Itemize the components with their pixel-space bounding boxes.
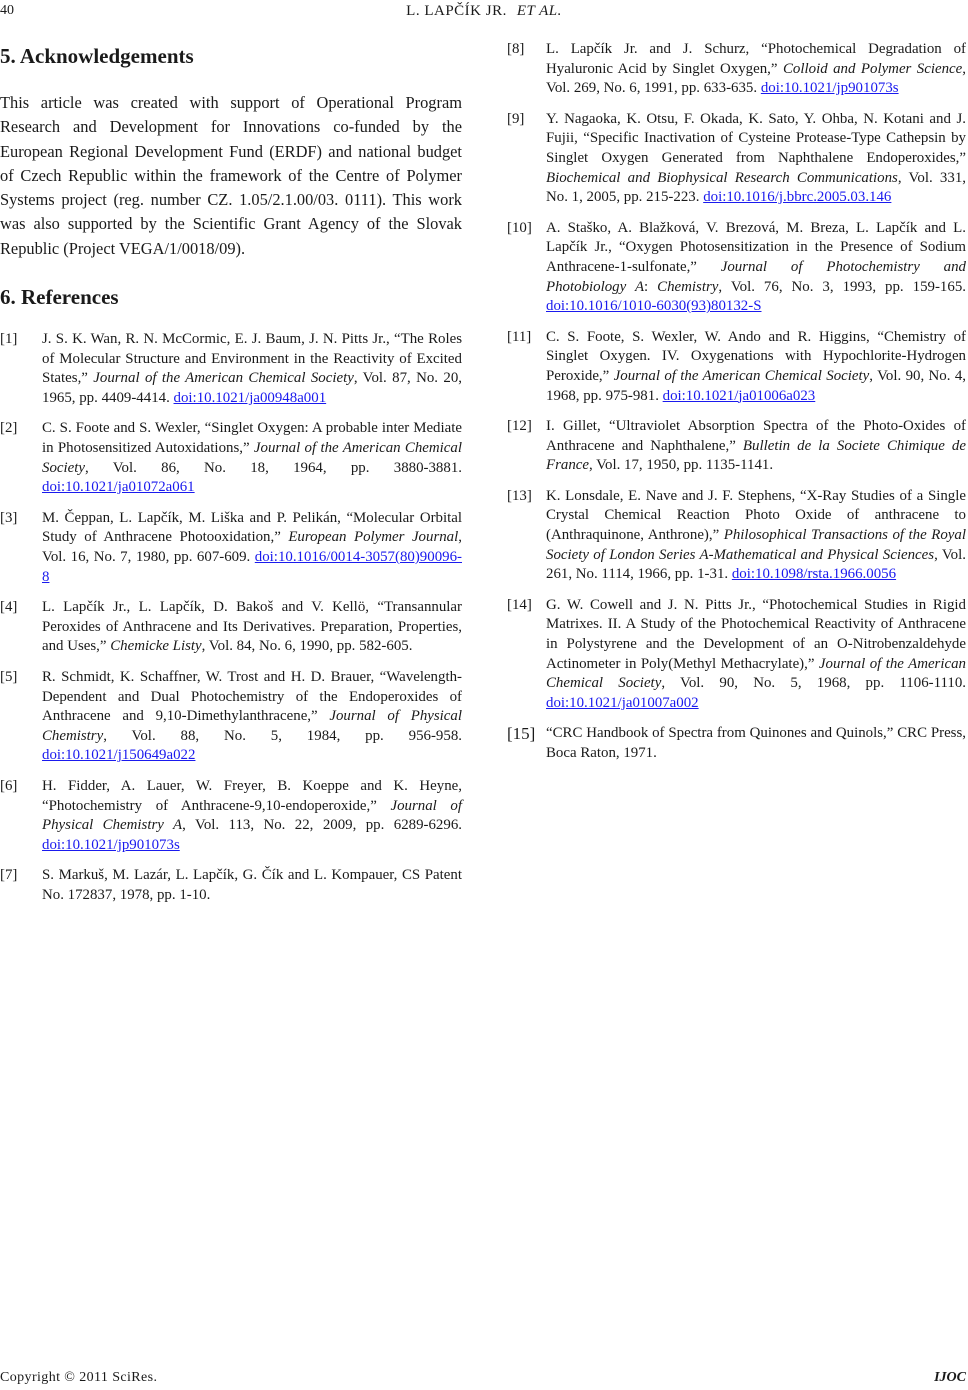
reference-number: [15] <box>507 724 536 744</box>
reference-details: , Vol. 269, No. 6, 1991, pp. 633-635. <box>546 60 966 97</box>
reference-text <box>546 487 966 585</box>
reference-item <box>0 598 462 657</box>
reference-text <box>546 219 966 317</box>
reference-item <box>507 110 966 208</box>
reference-details: , Vol. 88, No. 5, 1984, pp. 956-958. <box>103 727 462 744</box>
reference-authors-title: K. Lonsdale, E. Nave and J. F. Stephens, “X-Ray Studies of a Single Crystal Chemical Reaction Photo Oxide of anthracene to (Anthraquinone, Anthrone),” <box>546 487 966 544</box>
reference-details-cont: , Vol. 76, No. 3, 1993, pp. 159-165. <box>718 278 966 295</box>
reference-number: [1] <box>0 331 18 348</box>
reference-authors-title: G. W. Cowell and J. N. Pitts Jr., “Photochemical Studies in Rigid Matrixes. II. A Study of the Photochemical Reactivity of Anthracene in Polystyrene and the Development of an O-Nitrobenzaldehyde Actinometer in Poly(Methyl Methacrylate),” <box>546 596 966 672</box>
reference-item <box>507 328 966 406</box>
doi-link[interactable]: doi:10.1021/j150649a022 <box>42 747 196 764</box>
reference-authors-title: C. S. Foote and S. Wexler, “Singlet Oxygen: A probable inter Mediate in Photosensitized Autoxidations,” <box>42 420 462 457</box>
reference-item <box>507 40 966 99</box>
reference-text <box>546 110 966 208</box>
reference-journal: Journal of Photochemistry and Photobiology A <box>546 258 966 295</box>
reference-text <box>42 419 462 497</box>
reference-details: , Vol. 16, No. 7, 1980, pp. 607-609. <box>42 529 462 566</box>
reference-list-left <box>0 330 462 905</box>
right-column <box>507 40 966 775</box>
reference-text <box>42 866 462 905</box>
reference-authors-title: A. Staško, A. Blažková, V. Brezová, M. Breza, L. Lapčík and L. Lapčík Jr., “Oxygen Photosensitization in the Presence of Sodium Anthracene-1-sulfonate,” <box>546 219 966 275</box>
reference-number: [11] <box>507 328 532 345</box>
reference-number: [12] <box>507 418 532 435</box>
doi-link[interactable]: doi:10.1016/j.bbrc.2005.03.146 <box>703 189 892 206</box>
reference-journal: Journal of the American Chemical Society <box>546 655 966 692</box>
reference-text <box>546 417 966 476</box>
references-heading: 6. References <box>0 285 119 310</box>
doi-link[interactable]: doi:10.1021/jp901073s <box>760 80 899 97</box>
reference-journal: Chemicke Listy <box>110 638 202 655</box>
reference-item <box>0 866 462 905</box>
acknowledgements-body: This article was created with support of Operational Program Research and Development for Innovations co-funded by the European Regional Development Fund (ERDF) and national budget of Czech Republic within the framework of the Centre of Polymer Systems project (reg. number CZ. 1.05/2.1.00/03. 0111). This work was also supported by the Scientific Grant Agency of the Slovak Republic (Project VEGA/1/0018/09). <box>0 93 462 258</box>
reference-details: , Vol. 87, No. 20, 1965, pp. 4409-4414. <box>42 370 462 406</box>
reference-authors-title: H. Fidder, A. Lauer, W. Freyer, B. Koeppe and K. Heyne, “Photochemistry of Anthracene-9,10-endoperoxide,” <box>42 777 462 814</box>
copyright-footer: Copyright © 2011 SciRes. <box>0 1370 158 1385</box>
journal-abbreviation: IJOC <box>934 1370 966 1385</box>
doi-link[interactable]: doi:10.1016/0014-3057(80)90096-8 <box>42 549 462 585</box>
reference-item <box>507 417 966 476</box>
reference-number: [3] <box>0 509 18 526</box>
reference-journal: Philosophical Transactions of the Royal Society of London Series A-Mathematical and Physical Sciences <box>546 527 966 563</box>
reference-number: [2] <box>0 420 18 437</box>
reference-text <box>546 724 966 763</box>
reference-journal: Colloid and Polymer Science <box>782 60 963 77</box>
reference-number: [9] <box>507 110 525 127</box>
doi-link[interactable]: doi:10.1021/ja00948a001 <box>173 389 327 406</box>
reference-item <box>507 724 966 763</box>
reference-number: [5] <box>0 668 18 685</box>
reference-authors-title: J. S. K. Wan, R. N. McCormic, E. J. Baum, J. N. Pitts Jr., “The Roles of Molecular Structure and Environment in the Reactivity of Excited States,” <box>42 331 462 387</box>
reference-authors-title: M. Čeppan, L. Lapčík, M. Liška and P. Pelikán, “Molecular Orbital Study of Anthracene Photooxidation,” <box>42 509 462 546</box>
reference-text <box>546 596 966 714</box>
reference-text <box>42 777 462 855</box>
reference-item <box>507 487 966 585</box>
reference-text <box>42 598 462 657</box>
reference-number: [8] <box>507 41 525 57</box>
doi-link[interactable]: doi:10.1021/ja01072a061 <box>42 479 195 496</box>
reference-number: [14] <box>507 596 532 613</box>
reference-number: [13] <box>507 487 532 504</box>
reference-details: : <box>644 278 658 295</box>
reference-details: , Vol. 113, No. 22, 2009, pp. 6289-6296. <box>182 817 462 834</box>
reference-authors-title: C. S. Foote, S. Wexler, W. Ando and R. Higgins, “Chemistry of Singlet Oxygen. IV. Oxygenations with Hypochlorite-Hydrogen Peroxide,” <box>546 328 966 384</box>
reference-authors-title: I. Gillet, “Ultraviolet Absorption Spectra of the Photo-Oxides of Anthracene and Naphthalene,” <box>546 418 966 454</box>
reference-list-right <box>507 40 966 764</box>
acknowledgements-heading: 5. Acknowledgements <box>0 44 194 68</box>
reference-details: , Vol. 261, No. 1114, 1966, pp. 1-31. <box>546 546 966 583</box>
reference-journal: Biochemical and Biophysical Research Communications <box>546 169 898 186</box>
reference-text <box>546 40 966 99</box>
reference-details: , Vol. 90, No. 4, 1968, pp. 975-981. <box>546 367 966 404</box>
running-head-et-al: ET AL. <box>516 3 562 19</box>
reference-details: , Vol. 86, No. 18, 1964, pp. 3880-3881. <box>85 459 462 476</box>
doi-link[interactable]: doi:10.1016/1010-6030(93)80132-S <box>546 298 762 315</box>
reference-number: [7] <box>0 867 18 884</box>
left-column <box>0 40 462 917</box>
reference-authors-title: L. Lapčík Jr., L. Lapčík, D. Bakoš and V. Kellö, “Transannular Peroxides of Anthracene and Its Derivatives. Preparation, Properties, and Uses,” <box>42 599 462 655</box>
reference-item <box>0 509 462 587</box>
reference-details: , Vol. 17, 1950, pp. 1135-1141. <box>589 457 774 474</box>
running-head <box>0 3 968 20</box>
reference-item <box>0 330 462 408</box>
page-number: 40 <box>0 3 14 18</box>
reference-journal-subtitle: Chemistry <box>657 278 719 295</box>
doi-link[interactable]: doi:10.1098/rsta.1966.0056 <box>731 566 897 583</box>
reference-item <box>0 668 462 766</box>
reference-journal: Bulletin de la Societe Chimique de France <box>546 437 966 474</box>
reference-item <box>507 219 966 317</box>
reference-journal: Journal of Physical Chemistry <box>42 708 462 744</box>
reference-text <box>42 330 462 408</box>
reference-journal: Journal of the American Chemical Society <box>42 440 462 476</box>
reference-text <box>42 668 462 766</box>
reference-details: , Vol. 90, No. 5, 1968, pp. 1106-1110. <box>661 675 966 692</box>
reference-number: [6] <box>0 777 18 794</box>
reference-journal: European Polymer Journal <box>288 529 459 546</box>
reference-journal: Journal of the American Chemical Society <box>93 370 354 387</box>
doi-link[interactable]: doi:10.1021/jp901073s <box>42 836 180 853</box>
reference-text <box>546 328 966 406</box>
reference-item <box>0 777 462 855</box>
reference-authors-title: L. Lapčík Jr. and J. Schurz, “Photochemical Degradation of Hyaluronic Acid by Singlet Oxygen,” <box>546 41 966 77</box>
reference-text <box>42 509 462 587</box>
reference-journal: Journal of Physical Chemistry A <box>42 797 462 834</box>
reference-item <box>0 419 462 497</box>
doi-link[interactable]: doi:10.1021/ja01006a023 <box>662 387 816 404</box>
reference-authors-title: S. Markuš, M. Lazár, L. Lapčík, G. Čík and L. Kompauer, CS Patent No. 172837, 1978, pp. 1-10. <box>42 867 462 903</box>
reference-details: , Vol. 331, No. 1, 2005, pp. 215-223. <box>546 169 966 206</box>
reference-item <box>507 596 966 714</box>
reference-journal: Journal of the American Chemical Society <box>613 367 870 384</box>
reference-authors-title: Y. Nagaoka, K. Otsu, F. Okada, K. Sato, Y. Ohba, N. Kotani and J. Fujii, “Specific Inactivation of Cysteine Protease-Type Cathepsin by Singlet Oxygen Generated from Naphthalene Endoperoxides,” <box>546 110 966 166</box>
reference-details: , Vol. 84, No. 6, 1990, pp. 582-605. <box>201 638 413 655</box>
reference-authors-title: “CRC Handbook of Spectra from Quinones and Quinols,” CRC Press, Boca Raton, 1971. <box>546 725 966 761</box>
reference-number: [10] <box>507 219 532 236</box>
reference-number: [4] <box>0 599 18 616</box>
running-head-authors: L. LAPČÍK JR. <box>406 3 507 19</box>
reference-authors-title: R. Schmidt, K. Schaffner, W. Trost and H. D. Brauer, “Wavelength-Dependent and Dual Photochemistry of the Endoperoxides of Anthracene and 9,10-Dimethylanthracene,” <box>42 668 462 725</box>
doi-link[interactable]: doi:10.1021/ja01007a002 <box>546 694 699 711</box>
